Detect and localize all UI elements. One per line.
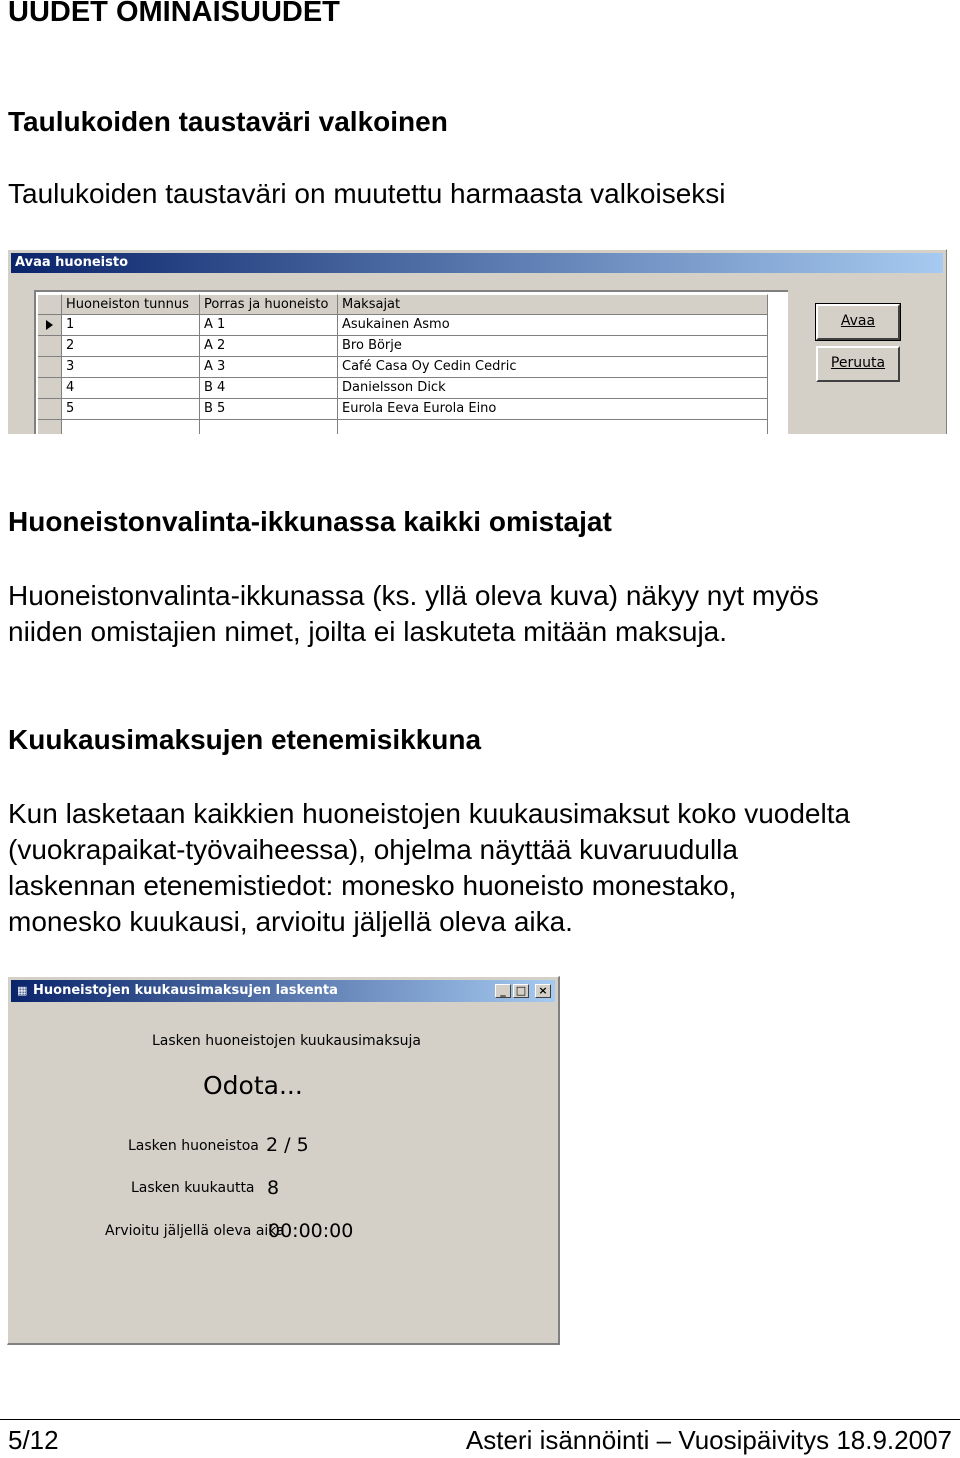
- cell-apartment-id[interactable]: [62, 420, 200, 434]
- cell-payers[interactable]: Asukainen Asmo: [338, 315, 768, 336]
- wait-text: Odota...: [203, 1071, 303, 1100]
- cell-apartment-id[interactable]: 3: [62, 357, 200, 378]
- cell-apartment-id[interactable]: 4: [62, 378, 200, 399]
- cell-payers[interactable]: Bro Börje: [338, 336, 768, 357]
- text-progress-2: (vuokrapaikat-työvaiheessa), ohjelma näyttää kuvaruudulla: [8, 834, 738, 865]
- apartment-progress-label: Lasken huoneistoa: [128, 1138, 259, 1154]
- column-header-apartment-id[interactable]: Huoneiston tunnus: [62, 294, 200, 315]
- row-indicator: [38, 378, 62, 399]
- cell-stair-apartment[interactable]: A 3: [200, 357, 338, 378]
- cell-stair-apartment[interactable]: A 1: [200, 315, 338, 336]
- table-row[interactable]: [38, 378, 768, 399]
- cell-stair-apartment[interactable]: [200, 420, 338, 434]
- cell-stair-apartment[interactable]: B 5: [200, 399, 338, 420]
- heading-all-owners: Huoneistonvalinta-ikkunassa kaikki omistajat: [8, 506, 612, 537]
- cell-stair-apartment[interactable]: B 4: [200, 378, 338, 399]
- footer-divider: [0, 1419, 960, 1420]
- close-icon[interactable]: ×: [535, 984, 551, 998]
- heading-progress-window: Kuukausimaksujen etenemisikkuna: [8, 724, 482, 755]
- month-progress-label: Lasken kuukautta: [131, 1180, 255, 1196]
- apartment-grid: [34, 290, 788, 434]
- text-progress-3: laskennan etenemistiedot: monesko huoneisto monestako,: [8, 870, 737, 901]
- current-row-pointer-icon: [46, 320, 53, 330]
- cell-apartment-id[interactable]: 2: [62, 336, 200, 357]
- text-all-owners-2: niiden omistajien nimet, joilta ei laskuteta mitään maksuja.: [8, 616, 728, 647]
- text-all-owners-1: Huoneistonvalinta-ikkunassa (ks. yllä oleva kuva) näkyy nyt myös: [8, 580, 819, 611]
- row-indicator: [38, 357, 62, 378]
- row-indicator: [38, 399, 62, 420]
- table-row[interactable]: [38, 336, 768, 357]
- grid-header-row: [38, 294, 768, 315]
- cell-stair-apartment[interactable]: A 2: [200, 336, 338, 357]
- column-header-stair-apartment[interactable]: Porras ja huoneisto: [200, 294, 338, 315]
- table-row[interactable]: [38, 420, 768, 434]
- footer-document-title: Asteri isännöinti – Vuosipäivitys 18.9.2007: [465, 1425, 952, 1455]
- row-indicator: [38, 336, 62, 357]
- table-row[interactable]: [38, 357, 768, 378]
- row-indicator-header: [38, 294, 62, 315]
- text-progress-1: Kun lasketaan kaikkien huoneistojen kuukausimaksut koko vuodelta: [8, 798, 851, 829]
- table-row[interactable]: [38, 315, 768, 336]
- heading-table-background: Taulukoiden taustaväri valkoinen: [8, 106, 448, 137]
- cancel-button-label: Peruuta: [830, 355, 886, 371]
- open-button[interactable]: [816, 304, 900, 340]
- minimize-icon[interactable]: _: [495, 984, 511, 998]
- time-remaining-value: 00:00:00: [268, 1220, 354, 1242]
- time-remaining-label: Arvioitu jäljellä oleva aika: [105, 1223, 285, 1239]
- month-progress-value: 8: [267, 1177, 280, 1199]
- progress-window-title-bar: [11, 980, 555, 1002]
- page-number: 5/12: [8, 1425, 59, 1455]
- cell-payers[interactable]: Danielsson Dick: [338, 378, 768, 399]
- dialog-title-bar: Avaa huoneisto: [11, 253, 943, 273]
- cancel-button[interactable]: [816, 346, 900, 382]
- table-row[interactable]: [38, 399, 768, 420]
- text-progress-4: monesko kuukausi, arvioitu jäljellä oleva aika.: [8, 906, 573, 937]
- maximize-icon[interactable]: □: [513, 984, 529, 998]
- apartment-progress-value: 2 / 5: [266, 1134, 309, 1156]
- cell-payers[interactable]: [338, 420, 768, 434]
- monthly-fee-progress-window: [7, 976, 560, 1345]
- column-header-payers[interactable]: Maksajat: [338, 294, 768, 315]
- open-apartment-dialog: [7, 249, 947, 434]
- cell-apartment-id[interactable]: 1: [62, 315, 200, 336]
- row-indicator: [38, 420, 62, 434]
- text-table-background: Taulukoiden taustaväri on muutettu harmaasta valkoiseksi: [8, 178, 726, 209]
- cell-apartment-id[interactable]: 5: [62, 399, 200, 420]
- cell-payers[interactable]: Eurola Eeva Eurola Eino: [338, 399, 768, 420]
- progress-window-title: Huoneistojen kuukausimaksujen laskenta: [33, 983, 338, 998]
- app-icon: ▦: [17, 984, 28, 997]
- open-button-label: Avaa: [840, 313, 876, 329]
- row-indicator: [38, 315, 62, 336]
- section-title: UUDET OMINAISUUDET: [8, 0, 340, 28]
- cell-payers[interactable]: Café Casa Oy Cedin Cedric: [338, 357, 768, 378]
- status-label: Lasken huoneistojen kuukausimaksuja: [152, 1033, 421, 1049]
